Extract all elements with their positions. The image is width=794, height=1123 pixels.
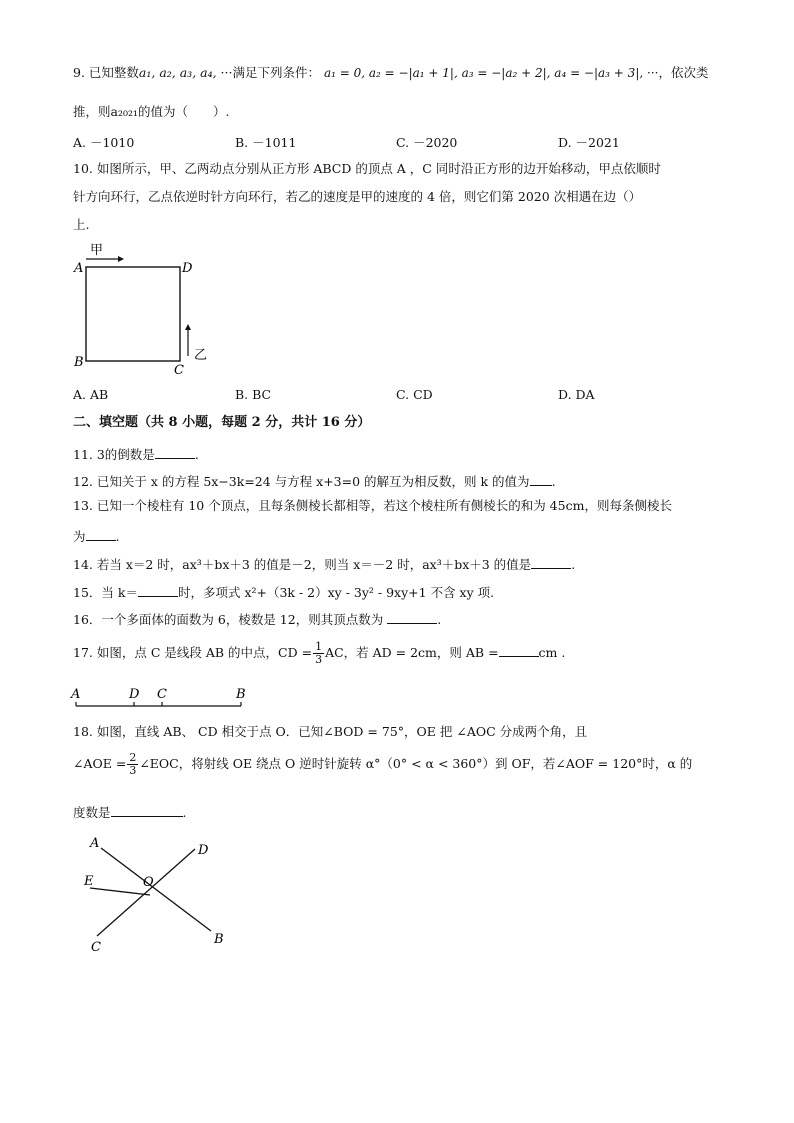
q11 <box>73 446 199 462</box>
q11-end: . <box>194 447 199 462</box>
yi-arrow-head <box>185 324 191 330</box>
segment-figure <box>68 684 268 714</box>
q14 <box>73 556 575 572</box>
q9-option-d: D. －2021 <box>558 135 620 150</box>
angle-label-d: D <box>198 843 209 858</box>
q12-text: 12. 已知关于 x 的方程 5x−3k=24 与方程 x+3=0 的解互为相反数，则 k 的值为 <box>73 474 530 489</box>
q16-answer-blank[interactable] <box>387 611 437 624</box>
angle-figure <box>80 834 240 964</box>
ray-oe <box>90 888 150 895</box>
q16 <box>73 611 441 627</box>
q15-prefix: 15．当 k＝ <box>73 585 138 600</box>
q11-answer-blank[interactable] <box>155 446 195 459</box>
line-cd <box>97 849 195 936</box>
angle-label-e: E <box>84 874 94 889</box>
q18-line2 <box>73 752 692 777</box>
q9-option-a: A. －1010 <box>73 135 135 150</box>
label-d: D <box>182 261 193 276</box>
q9-prefix: 9. 已知整数 <box>73 65 139 80</box>
label-jia: 甲 <box>90 243 104 258</box>
q15-suffix: 时，多项式 x²+（3k - 2）xy - 3y² - 9xy+1 不含 xy 项. <box>177 585 495 600</box>
q12-end: . <box>551 474 556 489</box>
q17-frac-num: 1 <box>315 640 323 654</box>
q10-option-c: C. CD <box>396 387 433 402</box>
q14-text: 14. 若当 x＝2 时，ax³＋bx＋3 的值是－2，则当 x＝－2 时，ax³＋bx＋3 的值是 <box>73 557 532 572</box>
q9-conditions: a₁ = 0, a₂ = −|a₁ + 1|, a₃ = −|a₂ + 2|, a₄ = −|a₃ + 3|, ··· <box>323 66 659 80</box>
q14-answer-blank[interactable] <box>531 556 571 569</box>
q17-mid: AC，若 AD = 2cm，则 AB = <box>325 645 499 660</box>
q14-end: . <box>571 557 576 572</box>
q18-line1: 18. 如图，直线 AB、 CD 相交于点 O．已知∠BOD = 75°，OE 把 ∠AOC 分成两个角，且 <box>73 724 588 739</box>
q9-suffix: ，依次类 <box>658 65 709 80</box>
q17-prefix: 17. 如图，点 C 是线段 AB 的中点，CD = <box>73 645 313 660</box>
q10-line2: 针方向环行，乙点依逆时针方向环行，若乙的速度是甲的速度的 4 倍，则它们第 2020 次相遇在边（） <box>73 189 642 204</box>
q18-fraction <box>127 752 138 776</box>
q9-mid: 满足下列条件： <box>232 65 320 80</box>
q16-text: 16．一个多面体的面数为 6，棱数是 12，则其顶点数为 <box>73 612 388 627</box>
angle-label-o: O <box>143 875 154 890</box>
q15 <box>73 584 494 600</box>
q13-answer-blank[interactable] <box>86 528 116 541</box>
q9-option-c: C. －2020 <box>396 135 458 150</box>
seg-label-c: C <box>157 687 167 702</box>
q10-option-b: B. BC <box>235 387 272 402</box>
square-abcd <box>86 267 180 361</box>
angle-label-b: B <box>214 932 224 947</box>
seg-label-a: A <box>71 687 81 702</box>
angle-label-c: C <box>91 940 101 955</box>
section-2-title: 二、填空题（共 8 小题，每题 2 分，共计 16 分） <box>73 415 371 430</box>
q18-end: . <box>182 805 187 820</box>
q12-answer-blank[interactable] <box>530 473 552 486</box>
q10-option-d: D. DA <box>558 387 595 402</box>
q17 <box>73 641 565 666</box>
q18-answer-blank[interactable] <box>111 804 183 817</box>
label-c: C <box>174 363 184 378</box>
square-figure <box>68 238 228 398</box>
seg-label-d: D <box>129 687 140 702</box>
q13-line2 <box>73 528 120 544</box>
q18-frac-num: 2 <box>129 751 137 765</box>
q9-option-b: B. －1011 <box>235 135 297 150</box>
q9-sequence: a₁, a₂, a₃, a₄, ··· <box>138 65 233 80</box>
q11-text: 11. 3的倒数是 <box>73 447 155 462</box>
q18-line3-text: 度数是 <box>73 805 111 820</box>
q12 <box>73 473 556 489</box>
q18-line2-mid: ∠EOC，将射线 OE 绕点 O 逆时针旋转 α°（0° < α < 360°）到 OF，若∠AOF = 120°时，α 的 <box>139 756 693 771</box>
q18-line2-prefix: ∠AOE = <box>73 756 127 771</box>
angle-label-a: A <box>90 836 100 851</box>
q13-end: . <box>115 529 120 544</box>
jia-arrow-head <box>118 256 124 262</box>
label-a: A <box>74 261 84 276</box>
q18-line3 <box>73 804 187 820</box>
q16-end: . <box>437 612 442 627</box>
q13-line2-text: 为 <box>73 529 86 544</box>
q9-line2: 推，则a₂₀₂₁的值为（ ）. <box>73 104 230 119</box>
q18-frac-den: 3 <box>129 764 137 777</box>
q10-line3: 上. <box>73 217 90 232</box>
q17-unit: cm . <box>538 645 566 660</box>
q10-option-a: A. AB <box>73 387 109 402</box>
q9-line1 <box>73 67 708 80</box>
q13-line1: 13. 已知一个棱柱有 10 个顶点，且每条侧棱长都相等，若这个棱柱所有侧棱长的和为 45cm，则每条侧棱长 <box>73 498 672 513</box>
q10-line1: 10. 如图所示，甲、乙两动点分别从正方形 ABCD 的顶点 A ，C 同时沿正方形的边开始移动，甲点依顺时 <box>73 161 661 176</box>
q17-fraction <box>313 641 324 665</box>
label-b: B <box>74 355 84 370</box>
seg-label-b: B <box>236 687 246 702</box>
label-yi: 乙 <box>194 348 208 363</box>
q15-answer-blank[interactable] <box>138 584 178 597</box>
q17-answer-blank[interactable] <box>499 644 539 657</box>
q17-frac-den: 3 <box>315 653 323 666</box>
